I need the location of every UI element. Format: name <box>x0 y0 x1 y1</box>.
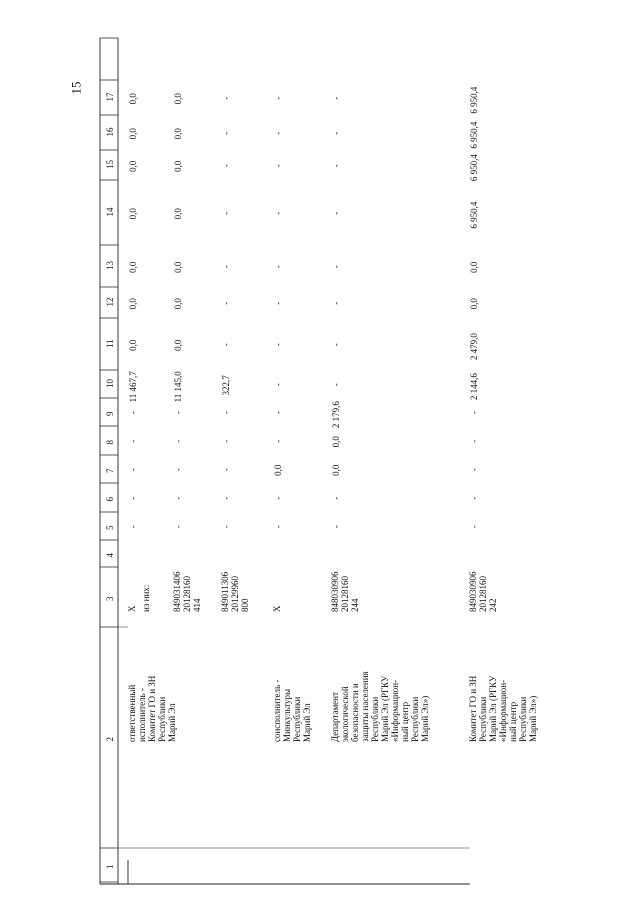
row-7-value-col-9: - <box>469 411 479 415</box>
row-4-code-line: 849011306 <box>220 571 230 612</box>
row-6-executor-line: Департамент <box>330 692 340 742</box>
row-6-value-col-10: - <box>331 383 341 387</box>
row-5-value-col-12: - <box>273 301 283 305</box>
row-7-value-col-15: 6 950,4 <box>469 154 479 182</box>
row-7-executor-line: Республики <box>478 696 488 742</box>
row-3-value-col-5: - <box>173 525 183 529</box>
row-1-executor-line: исполнитель - <box>137 688 147 742</box>
row-4-code-line: 800 <box>240 598 250 612</box>
row-4-value-col-17: - <box>221 96 231 100</box>
column-number-9: 9 <box>105 411 115 416</box>
row-1-executor-line: Республики <box>157 696 167 742</box>
column-number-7: 7 <box>105 468 115 473</box>
row-4-value-col-8: - <box>221 439 231 443</box>
row-5-value-col-5: - <box>273 525 283 529</box>
row-1-value-col-8: - <box>128 439 138 443</box>
row-6-value-col-15: - <box>331 164 341 168</box>
row-1-value-col-14: 0,0 <box>128 208 138 220</box>
row-7-value-col-5: - <box>469 525 479 529</box>
row-3-value-col-17: 0,0 <box>173 93 183 105</box>
row-7-executor-line: Республики <box>518 696 528 742</box>
row-4-value-col-15: - <box>221 164 231 168</box>
row-5-value-col-13: - <box>273 265 283 269</box>
column-number-4: 4 <box>105 553 115 558</box>
row-4-value-col-6: - <box>221 496 231 500</box>
row-1-value-col-5: - <box>128 525 138 529</box>
row-1-executor-line: Марий Эл <box>167 703 177 742</box>
row-3-code-line: 849031406 <box>172 571 182 612</box>
row-4-value-col-14: - <box>221 211 231 215</box>
row-1-value-col-6: - <box>128 496 138 500</box>
row-3-value-col-16: 0,0 <box>173 128 183 140</box>
row-4-value-col-16: - <box>221 131 231 135</box>
row-3-value-col-9: - <box>173 411 183 415</box>
column-number-11: 11 <box>105 339 115 348</box>
row-5-code-line: X <box>272 605 282 612</box>
row-4-value-col-10: 322,7 <box>221 375 231 396</box>
row-1-value-col-10: 11 467,7 <box>128 371 138 403</box>
row-3-value-col-8: - <box>173 439 183 443</box>
row-6-code-line: 848030906 <box>330 571 340 612</box>
row-6-executor-line: защиты населения <box>360 671 370 742</box>
row-5-value-col-7: 0,0 <box>273 464 283 476</box>
row-6-code-line: 20128160 <box>340 576 350 612</box>
row-5-executor-line: Марий Эл <box>302 703 312 742</box>
row-6-value-col-8: 0,0 <box>331 436 341 448</box>
row-6-value-col-17: - <box>331 96 341 100</box>
row-7-code-line: 849030906 <box>468 571 478 612</box>
row-4-value-col-5: - <box>221 525 231 529</box>
row-6-value-col-6: - <box>331 496 341 500</box>
row-7-executor-line: Марий Эл») <box>528 695 538 742</box>
row-1-value-col-17: 0,0 <box>128 93 138 105</box>
row-6-value-col-7: 0,0 <box>331 464 341 476</box>
row-7-executor-line: «Информацион- <box>498 679 508 742</box>
row-1-value-col-15: 0,0 <box>128 160 138 172</box>
row-1-value-col-11: 0,0 <box>128 339 138 351</box>
row-5-value-col-10: - <box>273 383 283 387</box>
row-6-value-col-14: - <box>331 211 341 215</box>
row-5-value-col-15: - <box>273 164 283 168</box>
row-7-value-col-17: 6 950,4 <box>469 86 479 114</box>
row-3-value-col-14: 0,0 <box>173 208 183 220</box>
row-6-value-col-9: 2 179,6 <box>331 401 341 429</box>
column-number-10: 10 <box>105 379 115 388</box>
row-1-code-line: X <box>127 605 137 612</box>
row-2-code-line: из них: <box>141 584 151 612</box>
row-7-value-col-6: - <box>469 496 479 500</box>
row-1-value-col-12: 0,0 <box>128 298 138 310</box>
row-6-executor-line: Республики <box>370 696 380 742</box>
column-number-14: 14 <box>105 207 115 217</box>
row-7-value-col-13: 0,0 <box>469 261 479 273</box>
row-6-value-col-13: - <box>331 265 341 269</box>
row-5-executor-line: соисполнитель - <box>272 679 282 742</box>
row-6-executor-line: Марий Эл») <box>420 695 430 742</box>
row-7-value-col-8: - <box>469 439 479 443</box>
column-number-1: 1 <box>105 864 115 869</box>
row-7-value-col-7: - <box>469 468 479 472</box>
row-3-value-col-13: 0,0 <box>173 261 183 273</box>
row-7-value-col-16: 6 950,4 <box>469 121 479 149</box>
column-number-2: 2 <box>105 737 115 742</box>
column-number-13: 13 <box>105 261 115 270</box>
row-4-value-col-9: - <box>221 411 231 415</box>
row-7-code-line: 242 <box>488 598 498 612</box>
row-3-value-col-12: 0,0 <box>173 298 183 310</box>
row-5-executor-line: Республики <box>292 696 302 742</box>
row-6-executor-line: Республики <box>410 696 420 742</box>
row-1-value-col-13: 0,0 <box>128 261 138 273</box>
row-1-executor-line: ответственный <box>127 684 137 742</box>
row-3-value-col-11: 0,0 <box>173 339 183 351</box>
column-number-8: 8 <box>105 440 115 445</box>
row-5-executor-line: Минкультуры <box>282 688 292 742</box>
column-number-6: 6 <box>105 497 115 502</box>
row-6-executor-line: «Информацион- <box>390 679 400 742</box>
row-3-value-col-10: 11 145,0 <box>173 371 183 403</box>
row-6-value-col-11: - <box>331 343 341 347</box>
row-6-executor-line: Марий Эл (РГКУ <box>380 675 390 742</box>
row-6-code-line: 244 <box>350 598 360 612</box>
row-1-value-col-7: - <box>128 468 138 472</box>
column-number-17: 17 <box>105 92 115 102</box>
row-6-value-col-16: - <box>331 131 341 135</box>
row-3-value-col-7: - <box>173 468 183 472</box>
row-7-executor-line: ный центр <box>508 701 518 742</box>
row-6-executor-line: экологической <box>340 686 350 742</box>
row-7-executor-line: Комитет ГО и ЗН <box>468 675 478 742</box>
row-5-value-col-14: - <box>273 211 283 215</box>
row-7-code-line: 20128160 <box>478 576 488 612</box>
row-3-value-col-6: - <box>173 496 183 500</box>
page-number: 15 <box>68 81 84 95</box>
row-5-value-col-16: - <box>273 131 283 135</box>
row-1-value-col-16: 0,0 <box>128 128 138 140</box>
column-number-5: 5 <box>105 525 115 530</box>
row-1-executor-line: Комитет ГО и ЗН <box>147 675 157 742</box>
row-3-value-col-15: 0,0 <box>173 160 183 172</box>
row-4-code-line: 20129960 <box>230 576 240 612</box>
column-number-3: 3 <box>105 596 115 601</box>
row-5-value-col-8: - <box>273 439 283 443</box>
row-6-value-col-12: - <box>331 301 341 305</box>
row-4-value-col-11: - <box>221 343 231 347</box>
row-7-value-col-14: 6 950,4 <box>469 201 479 229</box>
row-3-code-line: 20128160 <box>182 576 192 612</box>
column-number-16: 16 <box>105 127 115 137</box>
row-5-value-col-17: - <box>273 96 283 100</box>
row-3-code-line: 414 <box>192 598 202 612</box>
row-5-value-col-6: - <box>273 496 283 500</box>
row-4-value-col-12: - <box>221 301 231 305</box>
column-number-12: 12 <box>105 297 115 307</box>
row-1-value-col-9: - <box>128 411 138 415</box>
row-6-value-col-5: - <box>331 525 341 529</box>
column-number-15: 15 <box>105 160 115 169</box>
row-4-value-col-7: - <box>221 468 231 472</box>
row-7-value-col-11: 2 479,0 <box>469 333 479 361</box>
row-4-value-col-13: - <box>221 265 231 269</box>
row-6-executor-line: ный центр <box>400 701 410 742</box>
row-5-value-col-11: - <box>273 343 283 347</box>
row-7-executor-line: Марий Эл (РГКУ <box>488 675 498 742</box>
row-5-value-col-9: - <box>273 411 283 415</box>
row-7-value-col-12: 0,0 <box>469 298 479 310</box>
row-6-executor-line: безопасности и <box>350 683 360 742</box>
row-7-value-col-10: 2 144,6 <box>469 373 479 401</box>
